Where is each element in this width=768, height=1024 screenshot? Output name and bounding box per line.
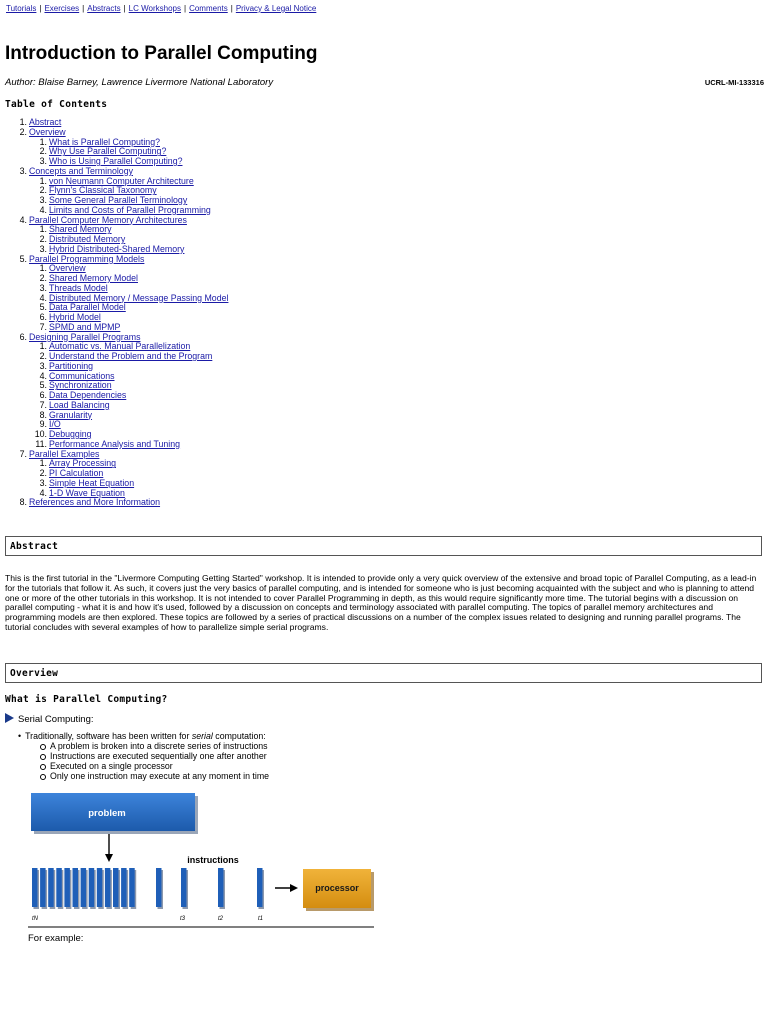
nav-link-tutorials[interactable]: Tutorials bbox=[6, 4, 37, 13]
toc-item-number: 4. bbox=[19, 214, 27, 225]
toc-subitem-number: 7. bbox=[39, 399, 47, 410]
nav-separator: | bbox=[230, 4, 233, 13]
toc-sublink[interactable]: Partitioning bbox=[49, 360, 94, 371]
toc-sublink[interactable]: Load Balancing bbox=[49, 399, 110, 410]
toc-subitem-number: 2. bbox=[39, 234, 47, 244]
nav-link-lc-workshops[interactable]: LC Workshops bbox=[128, 4, 181, 13]
toc-sublink[interactable]: PI Calculation bbox=[49, 468, 104, 478]
instruction-bar bbox=[73, 868, 79, 907]
problem-label: problem bbox=[88, 808, 126, 819]
toc-subitem-number: 3. bbox=[39, 195, 47, 205]
serial-computing-label: Serial Computing: bbox=[18, 714, 94, 725]
toc-sublink[interactable]: Granularity bbox=[49, 409, 93, 420]
toc-item bbox=[17, 333, 228, 450]
toc-sublink[interactable]: Automatic vs. Manual Parallelization bbox=[49, 341, 191, 352]
toc-subitem-number: 2. bbox=[39, 146, 47, 157]
nav-separator: | bbox=[183, 4, 187, 13]
instruction-bar bbox=[113, 868, 119, 907]
serial-points bbox=[18, 741, 269, 781]
toc-link[interactable]: Designing Parallel Programs bbox=[29, 331, 141, 342]
bullet-emphasis: serial bbox=[191, 731, 213, 741]
toc-heading: Table of Contents bbox=[5, 99, 108, 110]
toc-link[interactable]: Parallel Examples bbox=[29, 448, 100, 459]
toc-item bbox=[17, 498, 228, 508]
list-item bbox=[18, 731, 269, 781]
list-item: A problem is broken into a discrete series of instructions bbox=[50, 741, 268, 751]
toc-sublink[interactable]: Data Dependencies bbox=[49, 390, 127, 400]
toc-sublink[interactable]: I/O bbox=[49, 419, 61, 430]
list-item: Only one instruction may execute at any moment in time bbox=[50, 771, 270, 781]
toc-link[interactable]: Parallel Computer Memory Architectures bbox=[29, 214, 187, 225]
nav-link-privacy-legal[interactable]: Privacy & Legal Notice bbox=[235, 4, 317, 13]
toc-subitem-number: 1. bbox=[39, 224, 47, 235]
toc-sublist bbox=[17, 264, 228, 332]
toc-sublist bbox=[17, 225, 228, 254]
toc-subitem-number: 2. bbox=[39, 351, 47, 361]
toc-subitem-number: 5. bbox=[39, 380, 47, 391]
toc-sublink[interactable]: Shared Memory bbox=[49, 224, 112, 235]
abstract-heading: Abstract bbox=[10, 541, 59, 552]
bullet-text-end: computation: bbox=[212, 731, 266, 741]
bullet-text: Traditionally, software has been written for bbox=[25, 731, 192, 741]
toc-item-number: 3. bbox=[19, 165, 27, 176]
nav-link-comments[interactable]: Comments bbox=[189, 4, 228, 13]
instruction-bar bbox=[89, 868, 95, 907]
toc-sublink[interactable]: Communications bbox=[49, 370, 115, 381]
toc-link[interactable]: References and More Information bbox=[29, 497, 161, 508]
toc-subitem-number: 2. bbox=[39, 468, 47, 478]
toc-subitem-number: 2. bbox=[39, 273, 47, 283]
list-item: Instructions are executed sequentially one after another bbox=[50, 751, 269, 761]
instruction-bar bbox=[40, 868, 46, 907]
toc-subitem-number: 3. bbox=[39, 282, 47, 293]
toc-subitem-number: 4. bbox=[39, 204, 47, 215]
toc-subitem-number: 1. bbox=[39, 136, 47, 147]
toc-sublink[interactable]: Data Parallel Model bbox=[49, 302, 126, 313]
toc-item-number: 7. bbox=[19, 448, 27, 459]
instruction-bar bbox=[64, 868, 70, 907]
toc-subitem-number: 4. bbox=[39, 370, 47, 381]
instructions-label: instructions bbox=[187, 855, 239, 865]
toc-subitem-number: 3. bbox=[39, 477, 47, 488]
toc-sublink[interactable]: Hybrid Model bbox=[49, 312, 101, 322]
toc-sublist bbox=[17, 177, 228, 216]
instruction-bar bbox=[218, 868, 224, 907]
instruction-bars bbox=[32, 868, 264, 909]
serial-computing-diagram bbox=[28, 788, 376, 930]
toc-subitem-number: 4. bbox=[39, 292, 47, 303]
toc-item bbox=[17, 216, 228, 255]
right-arrow-icon bbox=[290, 884, 298, 892]
toc-item-number: 5. bbox=[19, 253, 27, 264]
abstract-header-box bbox=[5, 536, 762, 556]
toc-subitem-number: 3. bbox=[39, 243, 47, 254]
serial-computing-heading bbox=[5, 713, 94, 725]
overview-header-box bbox=[5, 663, 762, 683]
author-line: Author: Blaise Barney, Lawrence Livermore National Laboratory bbox=[5, 77, 274, 88]
toc-sublink[interactable]: Who is Using Parallel Computing? bbox=[49, 156, 183, 166]
toc-subitem-number: 6. bbox=[39, 390, 47, 400]
instruction-bar bbox=[81, 868, 87, 907]
example-caption: For example: bbox=[28, 933, 84, 944]
nav-link-abstracts[interactable]: Abstracts bbox=[87, 4, 121, 13]
toc-sublink[interactable]: Synchronization bbox=[49, 380, 112, 391]
toc-item-number: 2. bbox=[19, 126, 27, 137]
toc-sublink[interactable]: Overview bbox=[49, 263, 86, 274]
toc-item bbox=[17, 128, 228, 167]
instruction-bar bbox=[48, 868, 54, 907]
toc-subitem-number: 1. bbox=[39, 341, 47, 352]
toc-subitem-number: 1. bbox=[39, 263, 47, 274]
nav-link-exercises[interactable]: Exercises bbox=[44, 4, 80, 13]
table-of-contents bbox=[17, 118, 228, 508]
instruction-bar bbox=[121, 868, 127, 907]
toc-sublink[interactable]: Simple Heat Equation bbox=[49, 477, 135, 488]
toc-sublink[interactable]: Distributed Memory / Message Passing Model bbox=[49, 292, 229, 303]
toc-subitem-number: 10. bbox=[34, 429, 47, 439]
instruction-bar bbox=[257, 868, 263, 907]
toc-subitem-number: 1. bbox=[39, 458, 47, 469]
toc-sublink[interactable]: SPMD and MPMP bbox=[49, 321, 121, 332]
toc-sublink[interactable]: Understand the Problem and the Program bbox=[49, 351, 213, 361]
toc-sublist bbox=[17, 138, 228, 167]
abstract-text: This is the first tutorial in the "Livermore Computing Getting Started" workshop. It is intended to provide only a very quick overview of the extensive and broad topic of Parallel Computing, as a lead-in for the tutorials that follow it. As such, it covers just the very basics of parallel computing, and is intended for someone who is just becoming acquainted with the subject and who is planning to attend one or more of the other tutorials in this workshop. It is not intended to cover Parallel Programming in depth, as this would require significantly more time. The tutorial begins with a discussion on parallel computing - what it is and how it's used, followed by a discussion on concepts and terminology associated with parallel computing. The topics of parallel memory architectures and programming models are then explored. These topics are followed by a series of practical discussions on a number of the complex issues related to designing and running parallel programs. The tutorial concludes with several examples of how to parallelize simple serial programs. bbox=[5, 573, 757, 632]
instruction-bar bbox=[56, 868, 62, 907]
down-arrow-icon bbox=[105, 854, 113, 862]
page-title: Introduction to Parallel Computing bbox=[5, 43, 318, 64]
toc-subitem-number: 8. bbox=[39, 409, 47, 420]
toc-sublink[interactable]: What is Parallel Computing? bbox=[49, 136, 160, 147]
instruction-bar bbox=[129, 868, 135, 907]
toc-sublink[interactable]: Shared Memory Model bbox=[49, 273, 138, 283]
toc-subitem-number: 4. bbox=[39, 487, 47, 498]
processor-label: processor bbox=[315, 883, 359, 893]
toc-sublink[interactable]: von Neumann Computer Architecture bbox=[49, 175, 194, 186]
nav-separator: | bbox=[82, 4, 85, 13]
toc-subitem-number: 2. bbox=[39, 185, 47, 196]
toc-sublink[interactable]: Limits and Costs of Parallel Programming bbox=[49, 204, 211, 215]
toc-link[interactable]: Concepts and Terminology bbox=[29, 165, 133, 176]
instruction-bar bbox=[156, 868, 162, 907]
toc-subitem-number: 3. bbox=[39, 360, 47, 371]
toc-sublink[interactable]: 1-D Wave Equation bbox=[49, 487, 125, 498]
instruction-bar bbox=[32, 868, 38, 907]
toc-sublink[interactable]: Hybrid Distributed-Shared Memory bbox=[49, 243, 185, 254]
toc-link[interactable]: Parallel Programming Models bbox=[29, 253, 145, 264]
tick-label-t1: t1 bbox=[258, 916, 264, 922]
toc-item-number: 8. bbox=[19, 497, 27, 508]
triangle-bullet-icon bbox=[5, 713, 14, 723]
toc-link[interactable]: Overview bbox=[29, 126, 66, 137]
what-is-parallel-heading: What is Parallel Computing? bbox=[5, 694, 168, 705]
toc-sublink[interactable]: Threads Model bbox=[49, 282, 108, 293]
toc-sublist bbox=[17, 342, 228, 449]
serial-computing-list bbox=[18, 731, 269, 781]
toc-subitem-number: 6. bbox=[39, 312, 47, 322]
toc-subitem-number: 7. bbox=[39, 321, 47, 332]
toc-sublink[interactable]: Some General Parallel Terminology bbox=[49, 195, 188, 205]
tick-label-tn: tN bbox=[32, 916, 38, 922]
top-nav bbox=[6, 4, 316, 13]
list-item: Executed on a single processor bbox=[50, 761, 269, 771]
toc-sublink[interactable]: Array Processing bbox=[49, 458, 116, 469]
toc-subitem-number: 5. bbox=[39, 302, 47, 313]
toc-sublink[interactable]: Performance Analysis and Tuning bbox=[49, 438, 181, 449]
toc-item bbox=[17, 255, 228, 333]
overview-heading: Overview bbox=[10, 668, 59, 679]
nav-separator: | bbox=[123, 4, 126, 13]
toc-sublink[interactable]: Why Use Parallel Computing? bbox=[49, 146, 167, 157]
toc-item-number: 1. bbox=[19, 117, 27, 127]
toc-link[interactable]: Abstract bbox=[29, 117, 62, 127]
instruction-bar bbox=[181, 868, 187, 907]
toc-subitem-number: 9. bbox=[39, 419, 47, 430]
toc-subitem-number: 1. bbox=[39, 175, 47, 186]
instruction-bar bbox=[97, 868, 103, 907]
document-id: UCRL-MI-133316 bbox=[704, 78, 764, 87]
toc-subitem-number: 3. bbox=[39, 156, 47, 166]
instruction-bar bbox=[105, 868, 111, 907]
toc-sublist bbox=[17, 459, 228, 498]
toc-sublink[interactable]: Distributed Memory bbox=[49, 234, 126, 244]
toc-sublink[interactable]: Debugging bbox=[49, 429, 92, 439]
toc-sublink[interactable]: Flynn's Classical Taxonomy bbox=[49, 185, 157, 196]
toc-item-number: 6. bbox=[19, 331, 27, 342]
toc-item bbox=[17, 450, 228, 499]
toc-subitem-number: 11. bbox=[35, 438, 47, 449]
tick-label-t3: t3 bbox=[180, 916, 186, 922]
toc-item bbox=[17, 167, 228, 216]
tick-label-t2: t2 bbox=[218, 916, 224, 922]
nav-separator: | bbox=[39, 4, 42, 13]
